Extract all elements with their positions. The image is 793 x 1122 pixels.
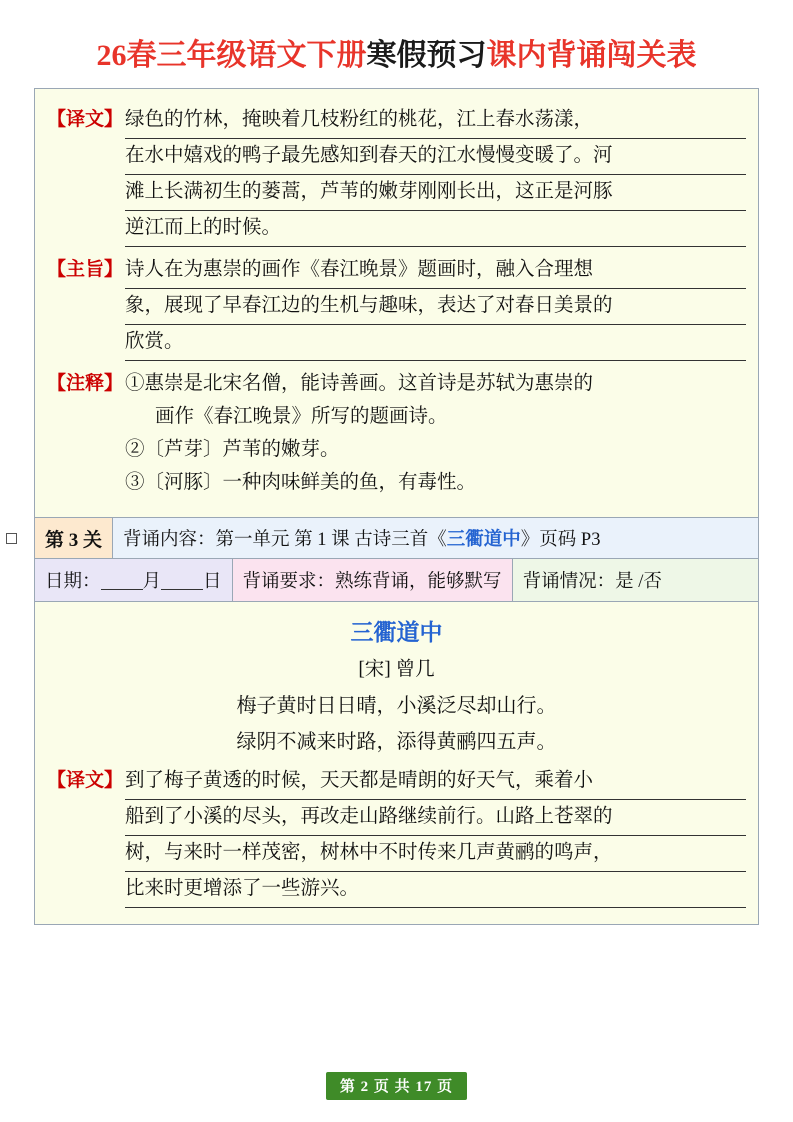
theme-line: 诗人在为惠崇的画作《春江晚景》题画时，融入合理想 <box>125 253 746 289</box>
title-segment-3: 课内背诵闯关表 <box>486 39 697 72</box>
theme-text <box>125 253 746 361</box>
translation-text <box>125 103 746 247</box>
page-footer <box>0 1072 793 1100</box>
poem-block <box>35 602 758 924</box>
translation-line: 逆江而上的时候。 <box>125 211 746 247</box>
theme-row <box>47 253 746 361</box>
translation-tag: 【译文】 <box>47 109 124 130</box>
date-month-unit: 月 <box>142 572 162 592</box>
note-item-continuation: 画作《春江晚景》所写的题画诗。 <box>155 406 448 427</box>
poem-line: 绿阴不减来时路，添得黄鹂四五声。 <box>236 731 557 753</box>
poem-translation-tag: 【译文】 <box>47 770 124 791</box>
note-item: ③〔河豚〕一种肉味鲜美的鱼，有毒性。 <box>125 472 477 493</box>
poem-translation-row <box>47 764 746 908</box>
poem-translation-line: 船到了小溪的尽头，再改走山路继续前行。山路上苍翠的 <box>125 800 746 836</box>
date-label: 日期： <box>45 572 101 592</box>
poem-title: 三衢道中 <box>350 620 443 645</box>
translation-line: 在水中嬉戏的鸭子最先感知到春天的江水慢慢变暖了。河 <box>125 139 746 175</box>
poem-translation-text <box>125 764 746 908</box>
level-content <box>113 518 758 558</box>
poem-author: [宋] 曾几 <box>358 659 435 680</box>
translation-line: 滩上长满初生的蒌蒿，芦苇的嫩芽刚刚长出，这正是河豚 <box>125 175 746 211</box>
level-content-prefix: 背诵内容：第一单元 第 1 课 古诗三首《 <box>123 530 447 550</box>
title-segment-1: 26春三年级语文下册 <box>96 39 367 72</box>
note-item: ②〔芦芽〕芦苇的嫩芽。 <box>125 439 340 460</box>
date-cell[interactable] <box>35 559 233 601</box>
level-poem-name: 三衢道中 <box>446 530 521 550</box>
margin-square-marker <box>6 533 17 544</box>
date-month-blank[interactable] <box>101 571 143 590</box>
theme-line: 欣赏。 <box>125 325 746 361</box>
theme-line: 象，展现了早春江边的生机与趣味，表达了对春日美景的 <box>125 289 746 325</box>
poem-translation-line: 到了梅子黄透的时候，天天都是晴朗的好天气，乘着小 <box>125 764 746 800</box>
page-number-badge: 第 2 页 共 17 页 <box>326 1072 467 1100</box>
poem-translation-line: 比来时更增添了一些游兴。 <box>125 872 746 908</box>
notes-text <box>125 367 746 499</box>
poem-line: 梅子黄时日日晴，小溪泛尽却山行。 <box>236 695 557 717</box>
translation-line: 绿色的竹林，掩映着几枝粉红的桃花，江上春水荡漾， <box>125 103 746 139</box>
status-cell[interactable]: 背诵情况：是 /否 <box>513 559 758 601</box>
date-day-unit: 日 <box>203 572 222 592</box>
requirement-cell: 背诵要求：熟练背诵，能够默写 <box>233 559 513 601</box>
date-day-blank[interactable] <box>161 571 203 590</box>
page-title <box>18 0 775 88</box>
title-segment-2: 寒假预习 <box>366 39 487 72</box>
level-content-suffix: 》页码 P3 <box>520 530 601 550</box>
notes-row <box>47 367 746 499</box>
level-header-row <box>35 517 758 559</box>
note-item: ①惠崇是北宋名僧，能诗善画。这首诗是苏轼为惠崇的 <box>125 373 594 394</box>
content-card <box>34 88 759 925</box>
level-label: 第 3 关 <box>35 518 113 558</box>
translation-row <box>47 103 746 247</box>
notes-tag: 【注释】 <box>47 373 124 394</box>
theme-tag: 【主旨】 <box>47 259 124 280</box>
poem-translation-line: 树，与来时一样茂密，树林中不时传来几声黄鹂的鸣声， <box>125 836 746 872</box>
recite-info-row <box>35 559 758 602</box>
previous-poem-explanation <box>35 89 758 517</box>
